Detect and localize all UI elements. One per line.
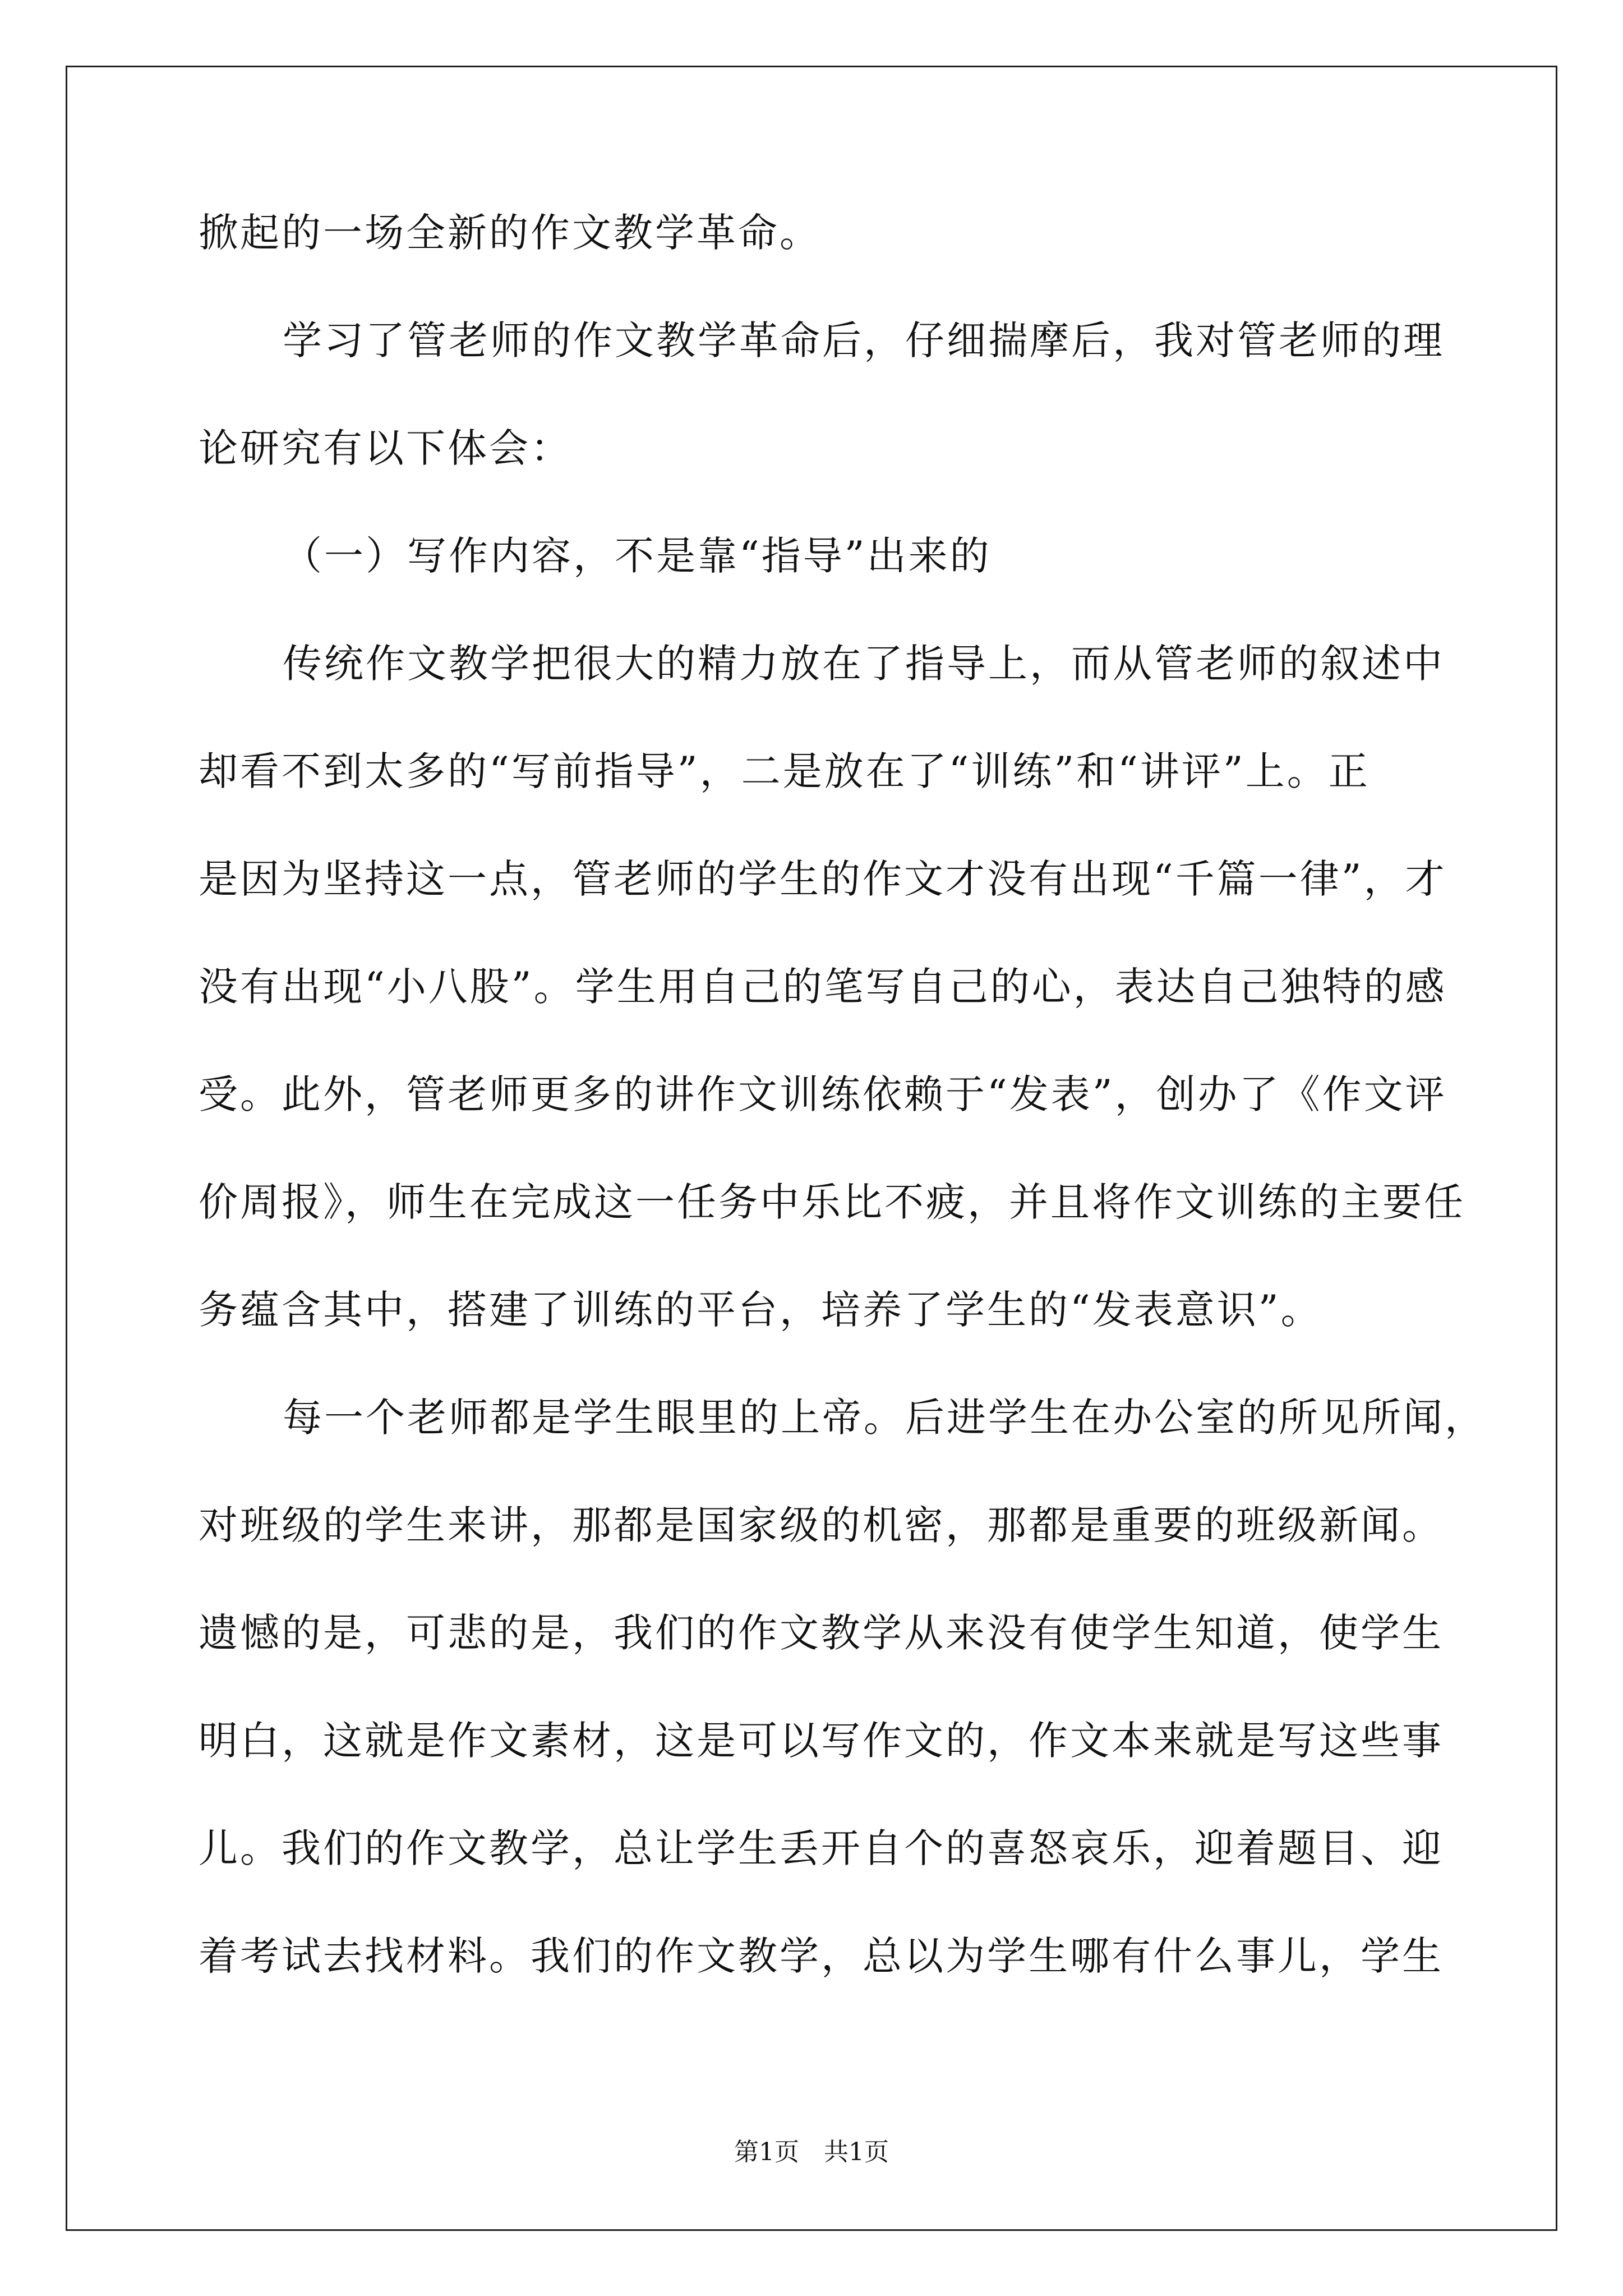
text-line: 传统作文教学把很大的精力放在了指导上，而从管老师的叙述中 (283, 641, 1445, 687)
text-line: 务蕴含其中，搭建了训练的平台，培养了学生的“发表意识”。 (199, 1287, 1322, 1333)
text-line: 受。此外，管老师更多的讲作文训练依赖于“发表”，创办了《作文评 (199, 1071, 1447, 1117)
text-line: 却看不到太多的“写前指导”，二是放在了“训练”和“讲评”上。正 (199, 748, 1370, 794)
text-line: （一）写作内容，不是靠“指导”出来的 (283, 533, 992, 579)
text-line: 学习了管老师的作文教学革命后，仔细揣摩后，我对管老师的理 (283, 318, 1445, 364)
text-line: 对班级的学生来讲，那都是国家级的机密，那都是重要的班级新闻。 (199, 1502, 1444, 1548)
text-line: 论研究有以下体会： (199, 425, 572, 471)
text-line: 是因为坚持这一点，管老师的学生的作文才没有出现“千篇一律”，才 (199, 856, 1447, 902)
text-line: 遗憾的是，可悲的是，我们的作文教学从来没有使学生知道，使学生 (199, 1610, 1444, 1656)
text-line: 儿。我们的作文教学，总让学生丢开自个的喜怒哀乐，迎着题目、迎 (199, 1825, 1444, 1871)
text-line: 着考试去找材料。我们的作文教学，总以为学生哪有什么事儿，学生 (199, 1933, 1444, 1979)
text-line: 明白，这就是作文素材，这是可以写作文的，作文本来就是写这些事 (199, 1718, 1444, 1764)
text-line: 没有出现“小八股”。学生用自己的笔写自己的心，表达自己独特的感 (199, 964, 1447, 1010)
text-line: 掀起的一场全新的作文教学革命。 (199, 210, 821, 256)
document-body (199, 210, 1486, 2044)
page-number-footer: 第1页 共1页 (734, 2138, 889, 2166)
text-line: 价周报》，师生在完成这一任务中乐比不疲，并且将作文训练的主要任 (199, 1179, 1465, 1225)
text-line: 每一个老师都是学生眼里的上帝。后进学生在办公室的所见所闻， (283, 1395, 1486, 1441)
